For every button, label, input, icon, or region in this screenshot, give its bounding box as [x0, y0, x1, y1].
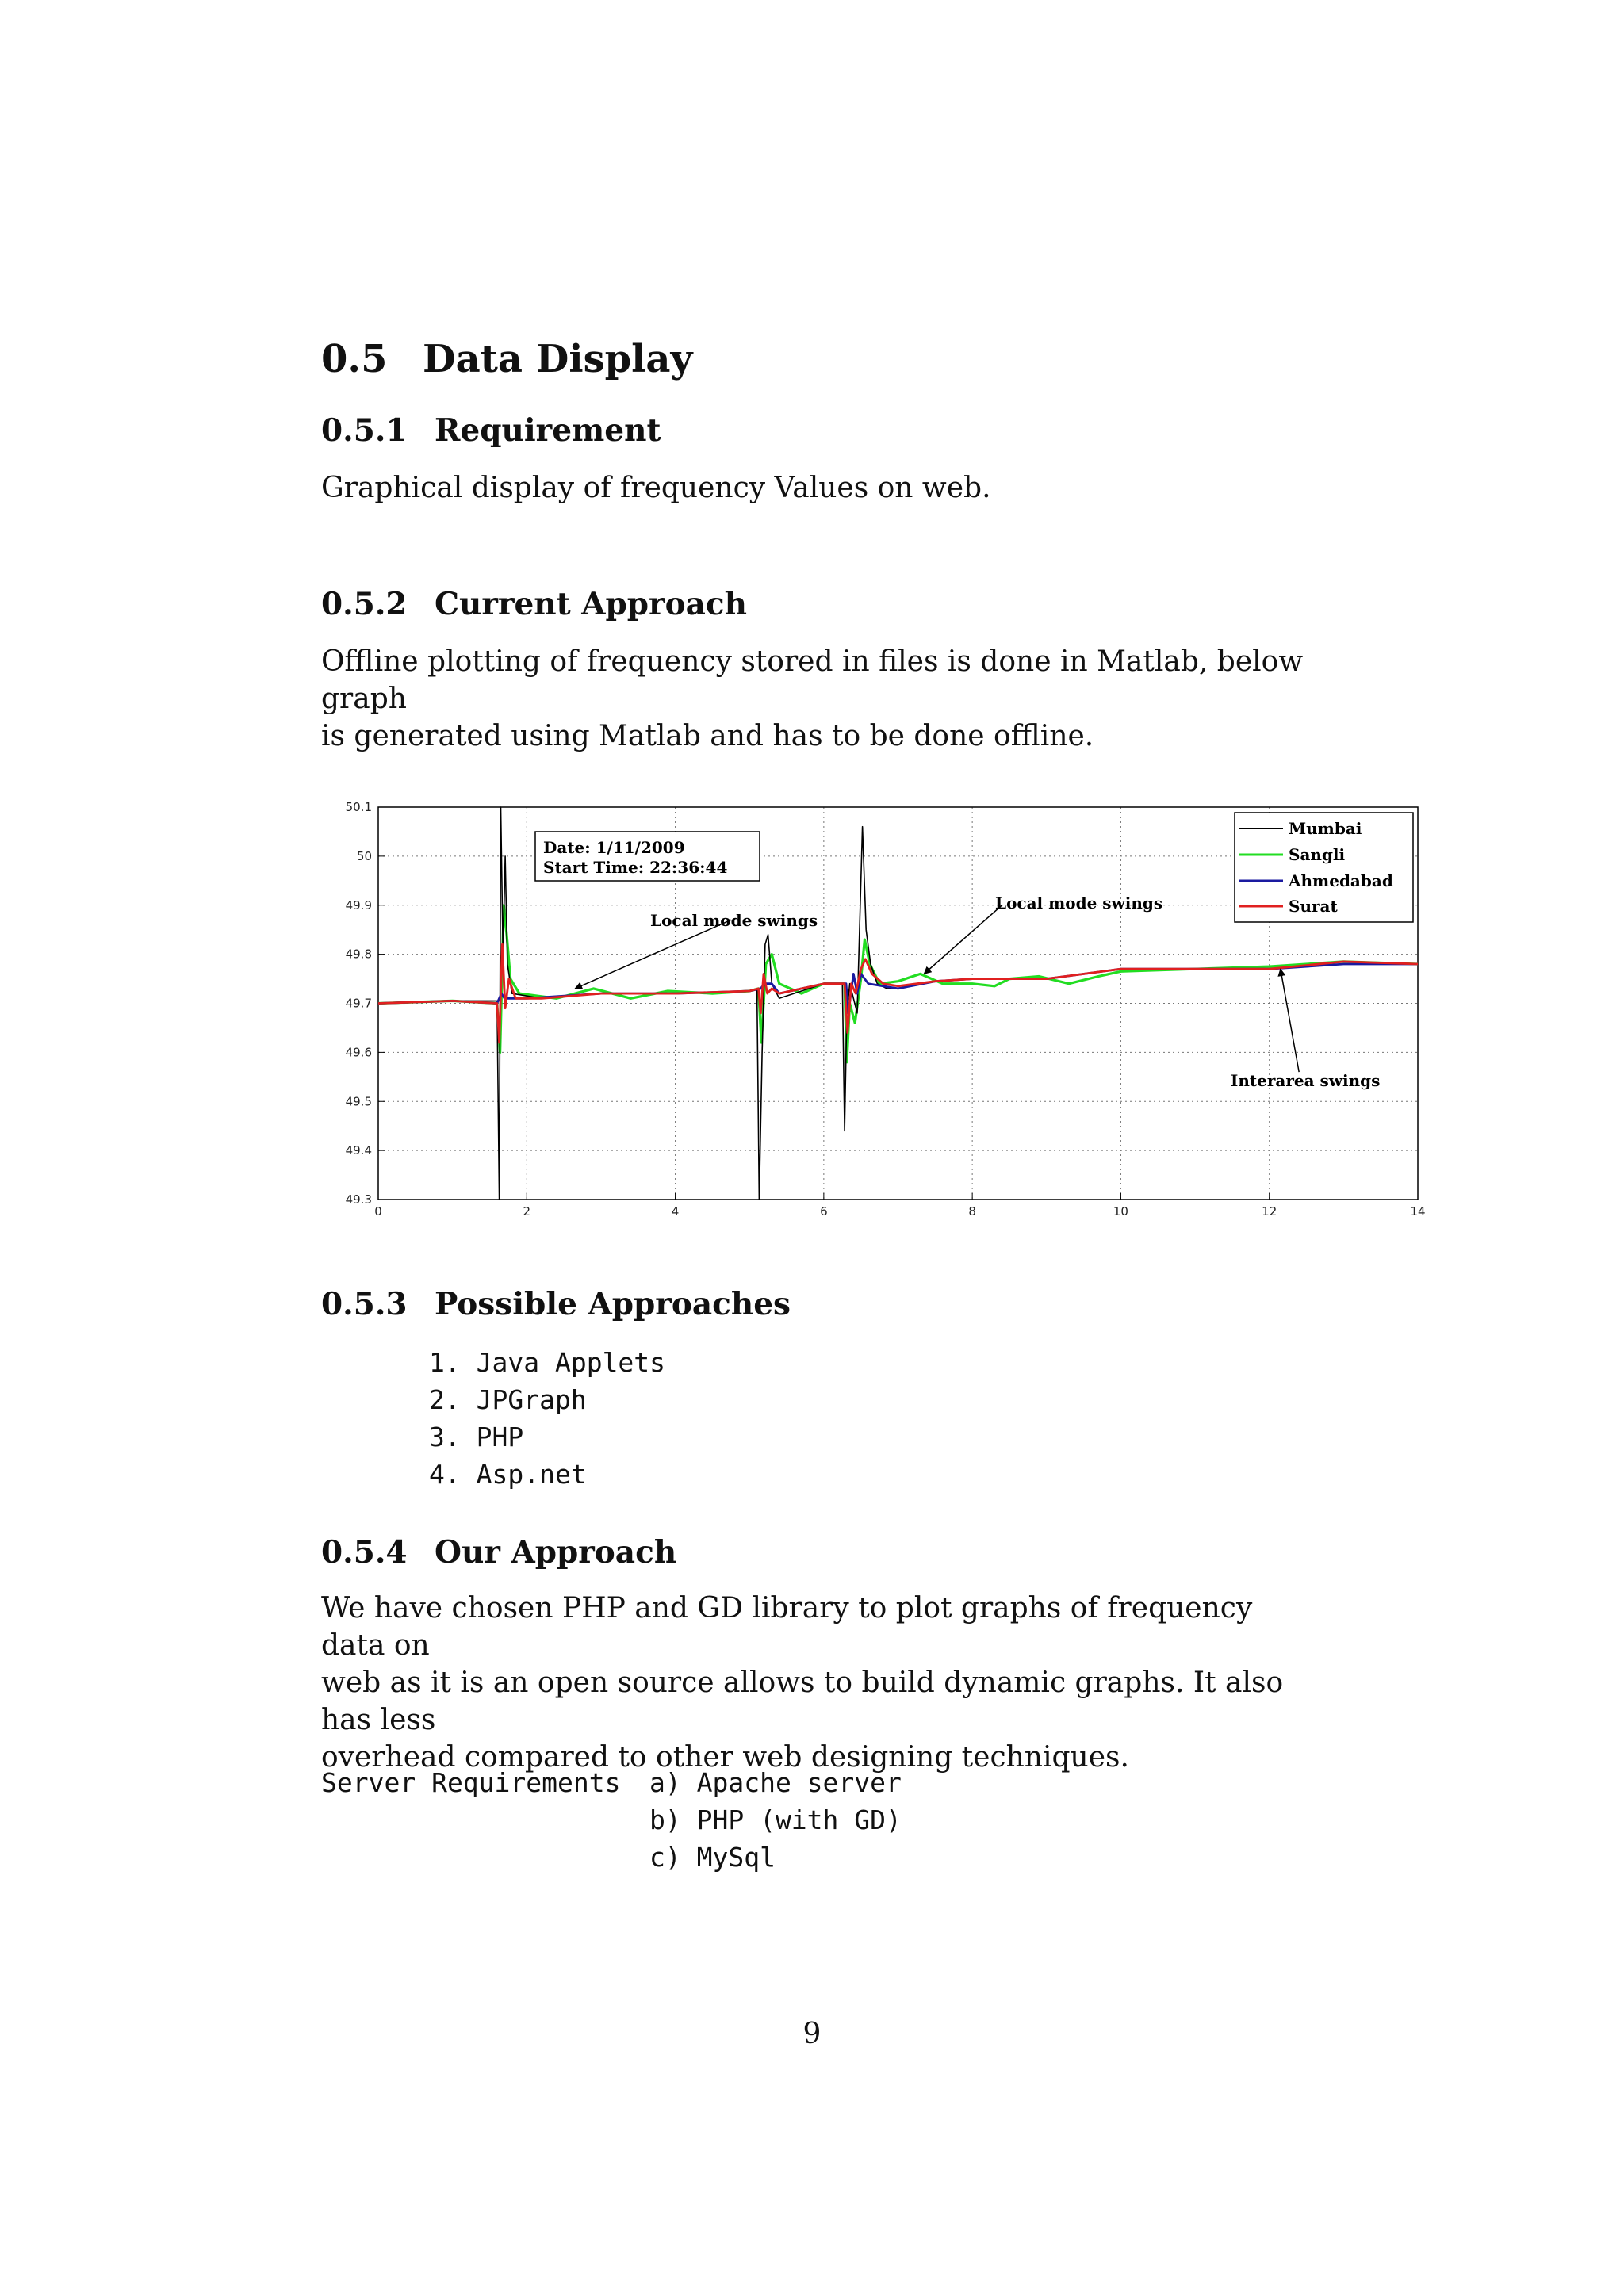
current-approach-number: 0.5.2 — [321, 586, 408, 622]
current-approach-text — [321, 643, 1320, 755]
y-tick-label: 49.5 — [345, 1094, 372, 1109]
annotation-label: Local mode swings — [995, 894, 1163, 913]
current-approach-title: Current Approach — [435, 586, 747, 622]
our-approach-number: 0.5.4 — [321, 1534, 408, 1571]
server-item: b) PHP (with GD) — [649, 1804, 902, 1835]
page-number: 9 — [802, 2018, 822, 2050]
server-requirements — [321, 1764, 902, 1876]
annotation-arrow — [924, 905, 1002, 974]
y-tick-label: 49.3 — [345, 1192, 372, 1207]
possible-approaches-title: Possible Approaches — [435, 1286, 791, 1322]
list-item-label: JPGraph — [476, 1384, 587, 1415]
requirement-number: 0.5.1 — [321, 412, 408, 449]
list-item — [429, 1381, 665, 1418]
section-heading — [321, 337, 692, 381]
our-approach-heading — [321, 1534, 676, 1571]
annotation-label: Interarea swings — [1231, 1071, 1381, 1090]
list-item-label: Asp.net — [476, 1459, 587, 1490]
legend-label-ahmedabad: Ahmedabad — [1289, 871, 1393, 890]
section-title: Data Display — [423, 337, 693, 381]
frequency-chart — [317, 793, 1443, 1225]
list-item-label: PHP — [476, 1422, 524, 1452]
y-tick-label: 49.8 — [345, 947, 372, 962]
list-item — [429, 1344, 665, 1381]
series-line-ahmedabad — [378, 964, 1418, 1013]
x-tick-label: 8 — [968, 1204, 976, 1219]
server-row — [321, 1801, 902, 1839]
requirement-title: Requirement — [435, 412, 661, 449]
series-line-surat — [378, 944, 1418, 1043]
requirement-text — [321, 469, 1320, 507]
legend-label-surat: Surat — [1289, 897, 1338, 916]
our-approach-line-2: web as it is an open source allows to build dynamic graphs. It also has less — [321, 1667, 1284, 1736]
list-item-number: 4. — [429, 1459, 461, 1490]
legend — [1235, 813, 1413, 922]
info-box — [535, 832, 760, 881]
x-tick-label: 2 — [523, 1204, 531, 1219]
possible-approaches-number: 0.5.3 — [321, 1286, 408, 1322]
legend-label-sangli: Sangli — [1289, 845, 1346, 864]
y-tick-label: 50.1 — [345, 800, 372, 814]
info-box-start-time: Start Time: 22:36:44 — [543, 858, 728, 877]
server-row — [321, 1839, 902, 1876]
current-approach-line-1: Offline plotting of frequency stored in files is done in Matlab, below graph — [321, 645, 1304, 715]
possible-approaches-list — [429, 1344, 665, 1493]
server-item: c) MySql — [649, 1842, 776, 1873]
our-approach-title: Our Approach — [435, 1534, 677, 1571]
annotation-arrow — [1281, 969, 1299, 1072]
possible-approaches-heading — [321, 1286, 791, 1322]
server-row — [321, 1764, 902, 1801]
requirement-line: Graphical display of frequency Values on web. — [321, 472, 991, 504]
y-tick-label: 49.4 — [345, 1143, 372, 1158]
x-tick-label: 10 — [1113, 1204, 1128, 1219]
x-tick-label: 12 — [1262, 1204, 1277, 1219]
series-line-sangli — [378, 905, 1418, 1062]
x-tick-label: 6 — [820, 1204, 828, 1219]
our-approach-line-1: We have chosen PHP and GD library to plot graphs of frequency data on — [321, 1592, 1253, 1662]
our-approach-text — [321, 1590, 1320, 1776]
list-item — [429, 1456, 665, 1493]
section-number: 0.5 — [321, 337, 388, 381]
list-item-number: 1. — [429, 1347, 461, 1378]
current-approach-heading — [321, 586, 747, 622]
annotation-label: Local mode swings — [650, 911, 818, 930]
our-approach-line-3: overhead compared to other web designing techniques. — [321, 1741, 1129, 1774]
current-approach-line-2: is generated using Matlab and has to be done offline. — [321, 720, 1094, 752]
y-tick-label: 49.6 — [345, 1045, 372, 1060]
list-item-number: 3. — [429, 1422, 461, 1452]
y-tick-label: 49.9 — [345, 897, 372, 913]
y-tick-label: 49.7 — [345, 996, 372, 1011]
x-tick-label: 4 — [671, 1204, 680, 1219]
y-tick-label: 50 — [356, 848, 372, 863]
list-item-number: 2. — [429, 1384, 461, 1415]
server-requirements-label: Server Requirements — [321, 1767, 621, 1798]
x-tick-label: 0 — [374, 1204, 382, 1219]
server-item: a) Apache server — [649, 1767, 902, 1798]
list-item — [429, 1418, 665, 1456]
x-tick-label: 14 — [1410, 1204, 1426, 1219]
info-box-date: Date: 1/11/2009 — [543, 838, 685, 857]
list-item-label: Java Applets — [476, 1347, 666, 1378]
legend-label-mumbai: Mumbai — [1289, 819, 1362, 838]
requirement-heading — [321, 412, 661, 449]
